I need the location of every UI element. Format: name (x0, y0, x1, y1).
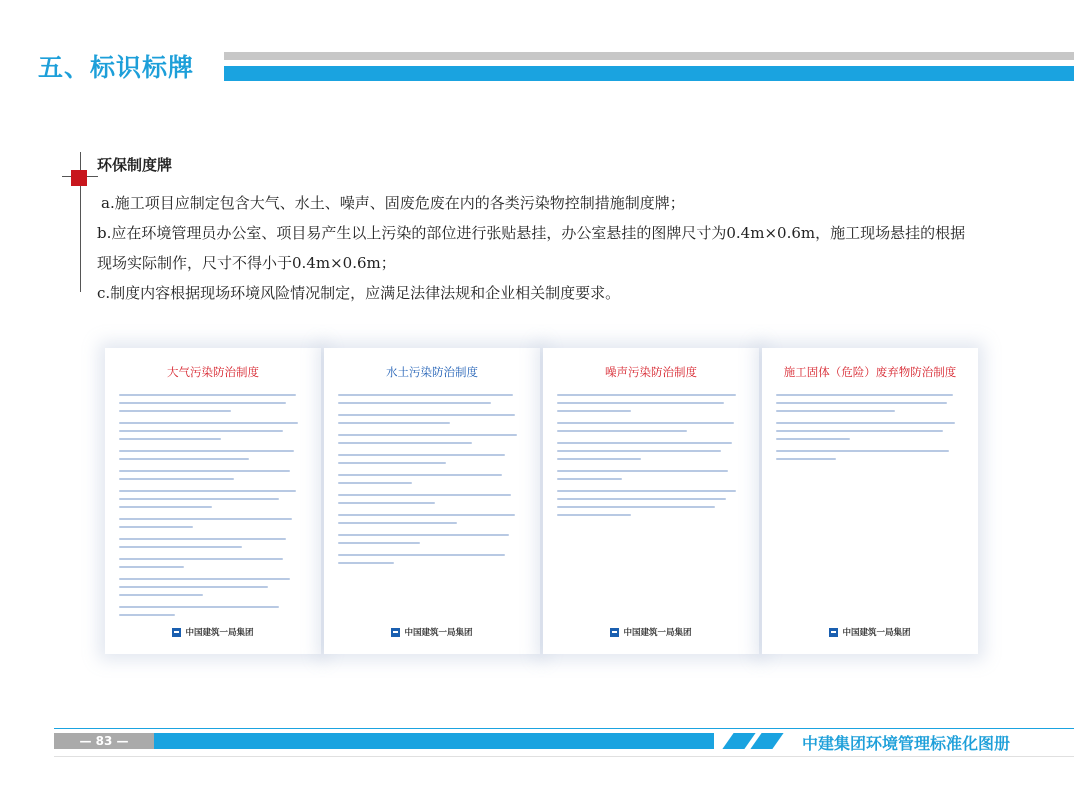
regulation-card-water-soil (324, 348, 540, 654)
company-logo-icon (391, 628, 400, 637)
page-title: 五、标识标牌 (38, 53, 195, 82)
company-logo-icon (829, 628, 838, 637)
card-title: 施工固体（危险）废弃物防治制度 (783, 365, 957, 379)
card-title: 水土污染防治制度 (386, 365, 478, 379)
company-logo-icon (610, 628, 619, 637)
section-line-b-cont: 现场实际制作，尺寸不得小于0.4m×0.6m； (97, 254, 396, 272)
header-blue-bar (224, 66, 1074, 81)
footer-bottom-line (54, 756, 1074, 757)
footer-title: 中建集团环境管理标准化图册 (802, 734, 1011, 753)
card-text-lines (338, 394, 524, 574)
footer-top-line (54, 728, 1074, 729)
card-text-lines (119, 394, 305, 626)
card-text-lines (557, 394, 743, 526)
card-text-lines (776, 394, 962, 470)
section-line-c: c.制度内容根据现场环境风险情况制定，应满足法律法规和企业相关制度要求。 (97, 284, 621, 302)
page-number: — 83 — (79, 734, 129, 748)
regulation-card-solid-waste (762, 348, 978, 654)
card-logo (105, 626, 321, 638)
card-logo-text: 中国建筑一局集团 (623, 628, 692, 638)
section-line-b: b.应在环境管理员办公室、项目易产生以上污染的部位进行张贴悬挂，办公室悬挂的图牌尺寸为0.4m×0.6m，施工现场悬挂的根据 (97, 224, 966, 242)
section-body (97, 188, 1017, 308)
regulation-card-noise (543, 348, 759, 654)
footer-blue-bar (154, 733, 714, 749)
section-line-a: a.施工项目应制定包含大气、水土、噪声、固废危废在内的各类污染物控制措施制度牌； (101, 194, 685, 212)
card-title: 噪声污染防治制度 (605, 365, 697, 379)
card-logo (543, 626, 759, 638)
header-gray-bar (224, 52, 1074, 60)
footer-slash-decoration (750, 733, 783, 749)
card-logo-text: 中国建筑一局集团 (842, 628, 911, 638)
card-logo (324, 626, 540, 638)
section-title: 环保制度牌 (97, 156, 173, 174)
card-logo-text: 中国建筑一局集团 (404, 628, 473, 638)
regulation-card-air (105, 348, 321, 654)
card-logo-text: 中国建筑一局集团 (185, 628, 254, 638)
company-logo-icon (172, 628, 181, 637)
card-title: 大气污染防治制度 (167, 365, 259, 379)
section-marker-square (71, 170, 87, 186)
card-logo (762, 626, 978, 638)
